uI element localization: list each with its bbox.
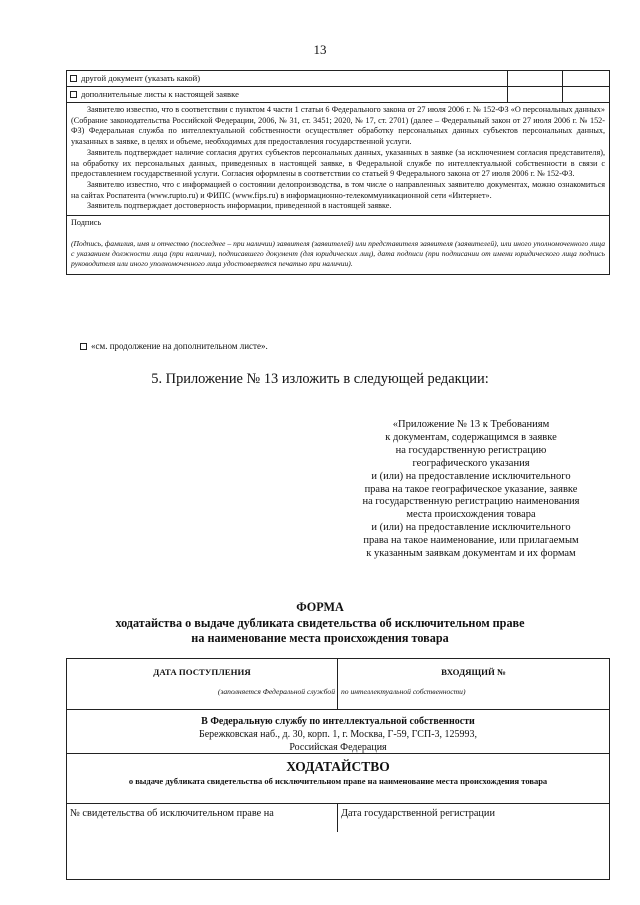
personal-data-consent xyxy=(67,103,609,216)
appendix-line: на государственную регистрацию наименования xyxy=(362,496,580,508)
addressee-block xyxy=(67,710,609,754)
appendix-line: места происхождения товара xyxy=(406,509,536,521)
appendix-line: к указанным заявкам документам и их формам xyxy=(366,548,576,560)
table-row xyxy=(67,71,609,87)
certificate-number-field[interactable]: № свидетельства об исключительном праве на xyxy=(67,804,338,832)
appendix-line: на государственную регистрацию xyxy=(395,444,547,456)
signature-note: (Подпись, фамилия, имя и отчество (последнее – при наличии) заявителя (заявителей) или представителя заявителя (заявителей), или иного уполномоченного лица с указанием должности лица (при наличии), подписавшего документ (для юридических лиц), дата подписи (при подписании от имени юридического лица подпись руководителя или иного уполномоченного лица удостоверяется печатью при наличии). xyxy=(71,238,605,269)
filled-by-note: (заполняется Федеральной службой xyxy=(217,687,335,696)
checkbox-other-document[interactable] xyxy=(70,75,77,82)
form-title-line: ходатайства о выдаче дубликата свидетельства об исключительном праве xyxy=(115,615,525,630)
appendix-line: права на такое географическое указание, заявке xyxy=(364,483,578,495)
table-cell xyxy=(563,71,609,86)
address-line: Российская Федерация xyxy=(289,741,387,753)
consent-paragraph: Заявителю известно, что в соответствии с пунктом 4 части 1 статьи 6 Федерального закона от 27 июля 2006 г. № 152-ФЗ «О персональных данных» (Собрание законодательства Российской Федерации, 2006, № 31, ст. 3451; 2020, № 17, ст. 2701) (далее – Федеральный закон от 27 июля 2006 г. № 152-ФЗ) Федеральная служба по интеллектуальной собственности осуществляет обработку персональных данных субъектов персональных данных, указанных в заявке, в целях и объеме, необходимых для предоставления государственной услуги. xyxy=(71,105,605,147)
addressee: В Федеральную службу по интеллектуальной собственности xyxy=(201,716,475,727)
consent-paragraph: Заявитель подтверждает достоверность информации, приведенной в настоящей заявке. xyxy=(87,201,392,211)
petition-form xyxy=(66,658,610,880)
section-heading: 5. Приложение № 13 изложить в следующей редакции: xyxy=(151,371,489,387)
continued-note xyxy=(80,340,268,352)
row-label: другой документ (указать какой) xyxy=(81,73,201,83)
table-cell xyxy=(508,71,563,86)
filled-by-note-cont: по интеллектуальной собственности) xyxy=(341,687,466,696)
table-row xyxy=(67,87,609,103)
appendix-line: и (или) на предоставление исключительного xyxy=(371,470,571,482)
form-title-main: ФОРМА xyxy=(296,600,344,614)
date-received-cell[interactable] xyxy=(67,659,338,709)
address-line: Бережковская наб., д. 30, корп. 1, г. Москва, Г-59, ГСП-3, 125993, xyxy=(198,728,478,740)
continued-label: «см. продолжение на дополнительном листе». xyxy=(91,341,268,351)
appendix-line: права на такое наименование, или прилагаемым xyxy=(363,535,579,547)
appendix-line: и (или) на предоставление исключительного xyxy=(371,522,571,534)
form-title xyxy=(100,600,540,647)
registration-row xyxy=(67,659,609,710)
appendix-line: к документам, содержащимся в заявке xyxy=(385,431,557,443)
consent-paragraph: Заявитель подтверждает наличие согласия других субъектов персональных данных, указанных в заявке (за исключением согласия представителя), на обработку их персональных данных, приведенных в настоящей заявке, в Федеральной службе по интеллектуальной собственности в связи с предоставлением государственной услуги. Согласия оформлены в соответствии со статьей 9 Федерального закона от 27 июля 2006 г. № 152-ФЗ. xyxy=(71,147,605,179)
certificate-row xyxy=(67,804,609,832)
page-number: 13 xyxy=(313,42,327,57)
appendix-line: «Приложение № 13 к Требованиям xyxy=(392,419,550,430)
registration-date-field[interactable]: Дата государственной регистрации xyxy=(341,808,495,819)
table-cell xyxy=(563,87,609,102)
table-cell xyxy=(508,87,563,102)
consent-paragraph: Заявителю известно, что с информацией о состоянии делопроизводства, в том числе о направленных заявителю документах, можно ознакомиться на сайтах Роспатента (www.rupto.ru) и ФИПС (www.fips.ru) в информационно-телекоммуникационной сети «Интернет». xyxy=(71,179,605,200)
application-continuation-table xyxy=(66,70,610,275)
signature-block xyxy=(67,216,609,274)
date-received-label: ДАТА ПОСТУПЛЕНИЯ xyxy=(153,667,251,677)
form-title-line: на наименование места происхождения товара xyxy=(191,631,449,645)
signature-label: Подпись xyxy=(71,218,102,228)
petition-heading xyxy=(67,754,609,804)
appendix-line: географического указания xyxy=(412,457,530,469)
checkbox-continued[interactable] xyxy=(80,343,87,350)
petition-subtitle: о выдаче дубликата свидетельства об исключительном праве на наименование места происхождения товара xyxy=(128,776,548,786)
appendix-reference xyxy=(340,419,602,561)
row-label: дополнительные листы к настоящей заявке xyxy=(81,89,239,99)
petition-title: ХОДАТАЙСТВО xyxy=(286,759,390,774)
checkbox-additional-sheets[interactable] xyxy=(70,91,77,98)
incoming-number-cell[interactable] xyxy=(338,659,609,709)
incoming-number-label: ВХОДЯЩИЙ № xyxy=(441,667,506,677)
